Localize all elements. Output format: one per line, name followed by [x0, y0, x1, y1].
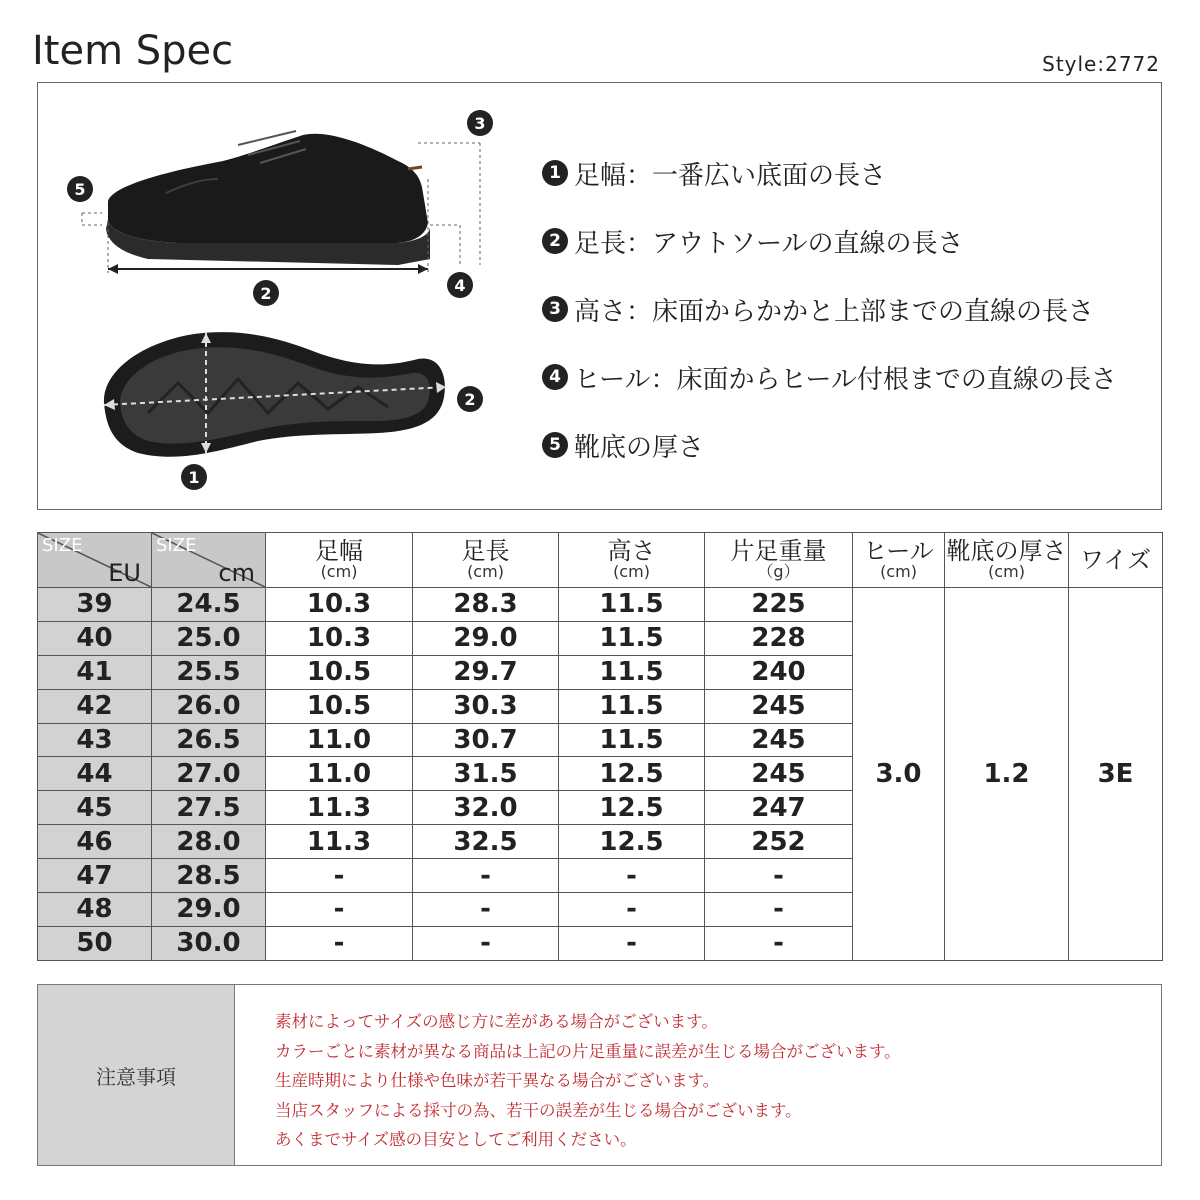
number-badge: 4 [542, 364, 568, 390]
cell-length: 28.3 [413, 588, 559, 622]
legend-item-heel [542, 343, 1162, 411]
header-wise: ワイズ [1069, 533, 1163, 588]
header-sole: 靴底の厚さ (cm) [945, 533, 1069, 588]
cell-width: 11.3 [266, 825, 413, 859]
cell-length: - [413, 926, 559, 960]
cell-eu: 40 [38, 621, 152, 655]
cell-height: - [559, 859, 705, 893]
cell-height: 11.5 [559, 689, 705, 723]
cell-width: 10.3 [266, 588, 413, 622]
legend-text: 足幅：一番広い底面の長さ [574, 160, 887, 191]
cell-weight: 247 [705, 791, 853, 825]
marker-2-side [253, 280, 279, 306]
cell-width: - [266, 893, 413, 927]
header-weight: 片足重量 （g） [705, 533, 853, 588]
shoe-side-view [106, 131, 430, 265]
marker-1 [181, 464, 207, 490]
cell-eu: 47 [38, 859, 152, 893]
cell-width: 10.5 [266, 689, 413, 723]
cell-width: - [266, 859, 413, 893]
svg-text:2: 2 [260, 284, 272, 303]
cell-width: 11.0 [266, 723, 413, 757]
cell-eu: 48 [38, 893, 152, 927]
cell-sole: 1.2 [945, 588, 1069, 961]
svg-text:3: 3 [474, 114, 486, 133]
cell-weight: 245 [705, 689, 853, 723]
cell-cm: 28.5 [152, 859, 266, 893]
size-table [37, 532, 1163, 961]
cell-weight: 245 [705, 723, 853, 757]
number-badge: 3 [542, 296, 568, 322]
marker-3 [467, 110, 493, 136]
notes-label: 注意事項 [38, 985, 235, 1165]
cell-weight: 245 [705, 757, 853, 791]
cell-cm: 24.5 [152, 588, 266, 622]
svg-text:4: 4 [454, 276, 466, 295]
header-height: 高さ (cm) [559, 533, 705, 588]
notes-panel [37, 984, 1162, 1166]
cell-eu: 41 [38, 655, 152, 689]
marker-4 [447, 272, 473, 298]
cell-eu: 46 [38, 825, 152, 859]
cell-eu: 43 [38, 723, 152, 757]
legend-text: ヒール：床面からヒール付根までの直線の長さ [574, 364, 1117, 395]
cell-length: 32.5 [413, 825, 559, 859]
cell-length: 32.0 [413, 791, 559, 825]
shoe-diagram-panel [37, 82, 1162, 510]
legend-text: 足長：アウトソールの直線の長さ [574, 228, 964, 259]
cell-weight: 228 [705, 621, 853, 655]
cell-weight: - [705, 859, 853, 893]
cell-height: 11.5 [559, 655, 705, 689]
cell-height: 11.5 [559, 723, 705, 757]
cell-height: 12.5 [559, 757, 705, 791]
cell-height: 11.5 [559, 621, 705, 655]
svg-text:5: 5 [74, 180, 86, 199]
header-size-eu: SIZE EU [38, 533, 152, 588]
marker-2-sole [457, 386, 483, 412]
cell-cm: 27.0 [152, 757, 266, 791]
cell-width: 11.0 [266, 757, 413, 791]
cell-cm: 26.5 [152, 723, 266, 757]
cell-length: - [413, 859, 559, 893]
notes-body [235, 985, 1161, 1165]
cell-weight: 225 [705, 588, 853, 622]
cell-length: - [413, 893, 559, 927]
svg-text:2: 2 [464, 390, 476, 409]
cell-length: 29.0 [413, 621, 559, 655]
cell-width: 10.5 [266, 655, 413, 689]
cell-weight: 240 [705, 655, 853, 689]
cell-cm: 26.0 [152, 689, 266, 723]
cell-cm: 27.5 [152, 791, 266, 825]
header-length: 足長 (cm) [413, 533, 559, 588]
cell-cm: 29.0 [152, 893, 266, 927]
header-heel: ヒール (cm) [853, 533, 945, 588]
cell-eu: 45 [38, 791, 152, 825]
cell-eu: 42 [38, 689, 152, 723]
cell-length: 30.7 [413, 723, 559, 757]
cell-cm: 30.0 [152, 926, 266, 960]
note-line: 生産時期により仕様や色味が若干異なる場合がございます。 [275, 1071, 720, 1090]
header-width: 足幅 (cm) [266, 533, 413, 588]
cell-height: 12.5 [559, 791, 705, 825]
note-line: 素材によってサイズの感じ方に差がある場合がございます。 [275, 1012, 718, 1031]
shoe-sole-view [104, 332, 445, 457]
legend-text: 靴底の厚さ [574, 432, 705, 463]
note-line: あくまでサイズ感の目安としてご利用ください。 [275, 1130, 637, 1149]
marker-5 [67, 176, 93, 202]
cell-cm: 25.0 [152, 621, 266, 655]
style-number: Style:2772 [1042, 52, 1160, 76]
cell-eu: 39 [38, 588, 152, 622]
svg-text:1: 1 [188, 468, 200, 487]
legend-item-length [542, 207, 1162, 275]
cell-width: 11.3 [266, 791, 413, 825]
cell-wise: 3E [1069, 588, 1163, 961]
legend-text: 高さ：床面からかかと上部までの直線の長さ [574, 296, 1095, 327]
note-line: 当店スタッフによる採寸の為、若干の誤差が生じる場合がございます。 [275, 1100, 802, 1120]
legend-item-height [542, 275, 1162, 343]
note-line: カラーごとに素材が異なる商品は上記の片足重量に誤差が生じる場合がございます。 [275, 1041, 901, 1061]
table-row [38, 588, 1163, 622]
table-body [38, 588, 1163, 961]
legend-item-sole [542, 411, 1162, 479]
table-header-row [38, 533, 1163, 588]
legend-item-width [542, 139, 1162, 207]
cell-cm: 25.5 [152, 655, 266, 689]
page-title: Item Spec [32, 28, 234, 74]
number-badge: 1 [542, 160, 568, 186]
cell-length: 31.5 [413, 757, 559, 791]
cell-eu: 44 [38, 757, 152, 791]
cell-height: 11.5 [559, 588, 705, 622]
cell-length: 29.7 [413, 655, 559, 689]
cell-eu: 50 [38, 926, 152, 960]
cell-height: 12.5 [559, 825, 705, 859]
cell-weight: - [705, 893, 853, 927]
cell-length: 30.3 [413, 689, 559, 723]
cell-cm: 28.0 [152, 825, 266, 859]
cell-width: - [266, 926, 413, 960]
cell-weight: - [705, 926, 853, 960]
cell-weight: 252 [705, 825, 853, 859]
cell-width: 10.3 [266, 621, 413, 655]
cell-height: - [559, 893, 705, 927]
measurement-legend [542, 139, 1162, 479]
number-badge: 2 [542, 228, 568, 254]
number-badge: 5 [542, 432, 568, 458]
header-size-cm: SIZE cm [152, 533, 266, 588]
cell-height: - [559, 926, 705, 960]
cell-heel: 3.0 [853, 588, 945, 961]
